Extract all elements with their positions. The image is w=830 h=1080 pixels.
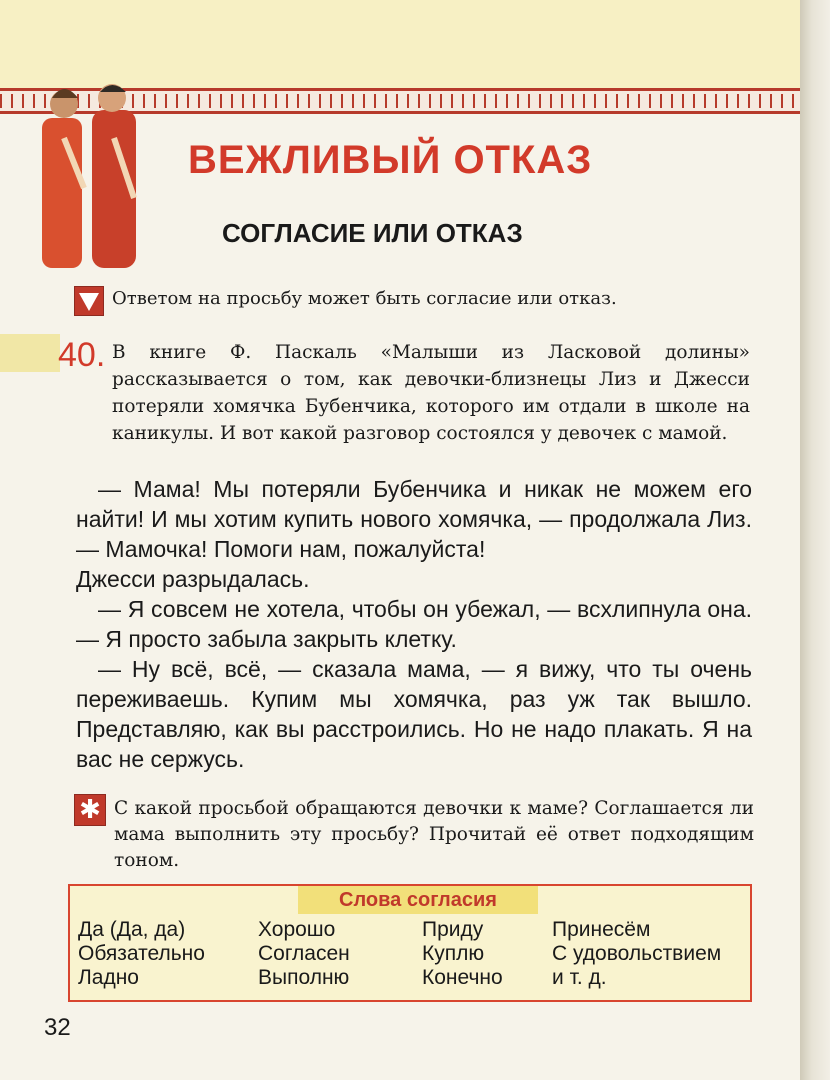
rule-text: Ответом на просьбу может быть согласие или отказ. — [112, 288, 617, 309]
word-item: Хорошо — [258, 918, 336, 941]
agreement-words-title: Слова согласия — [298, 886, 538, 914]
agreement-words-box — [68, 884, 752, 1002]
dialog-line: — Ну всё, всё, — сказала мама, — я вижу, что ты очень переживаешь. Купим мы хомячка, раз уж так вышло. Представляю, как вы расстроились. Но не надо плакать. Я на вас не сержусь. — [76, 656, 752, 772]
word-item: Приду — [422, 918, 484, 941]
word-item: и т. д. — [552, 966, 607, 989]
top-yellow-band — [0, 0, 800, 88]
page-title: ВЕЖЛИВЫЙ ОТКАЗ — [188, 138, 593, 182]
ancient-figures-illustration — [34, 78, 146, 272]
word-item: Куплю — [422, 942, 485, 965]
words-column-4 — [552, 918, 721, 990]
words-column-3 — [422, 918, 503, 990]
dialog-block — [76, 474, 752, 774]
word-item: Принесём — [552, 918, 651, 941]
word-item: Обязательно — [78, 942, 205, 965]
word-item: Выполню — [258, 966, 350, 989]
exercise-intro: В книге Ф. Паскаль «Малыши из Ласковой долины» рассказывается о том, как девочки-близнецы Лиз и Джесси потеряли хомячка Бубенчика, которого им отдали в школе на каникулы. И вот какой разговор состоялся у девочек с мамой. — [112, 342, 750, 444]
page-number: 32 — [44, 1014, 71, 1041]
page-edge-shadow — [800, 0, 830, 1080]
exercise-number: 40. — [58, 336, 106, 374]
word-item: Согласен — [258, 942, 350, 965]
exercise-question: С какой просьбой обращаются девочки к маме? Соглашается ли мама выполнить эту просьбу? Прочитай её ответ подходящим тоном. — [114, 798, 754, 871]
word-item: Да (Да, да) — [78, 918, 186, 941]
section-subtitle: СОГЛАСИЕ ИЛИ ОТКАЗ — [222, 218, 523, 248]
words-column-2 — [258, 918, 350, 990]
words-column-1 — [78, 918, 205, 990]
triangle-icon — [74, 286, 104, 316]
dialog-line: — Я совсем не хотела, чтобы он убежал, — всхлипнула она. — Я просто забыла закрыть клетку. — [76, 596, 752, 652]
dialog-line: — Мама! Мы потеряли Бубенчика и никак не можем его найти! И мы хотим купить нового хомячка, — продолжала Лиз. — Мамочка! Помоги нам, пожалуйста! — [76, 476, 752, 562]
word-item: Конечно — [422, 966, 503, 989]
asterisk-icon: ✱ — [74, 794, 106, 826]
word-item: Ладно — [78, 966, 139, 989]
dialog-line: Джесси разрыдалась. — [76, 566, 310, 592]
exercise-marker-strip — [0, 334, 60, 372]
word-item: С удовольствием — [552, 942, 722, 965]
